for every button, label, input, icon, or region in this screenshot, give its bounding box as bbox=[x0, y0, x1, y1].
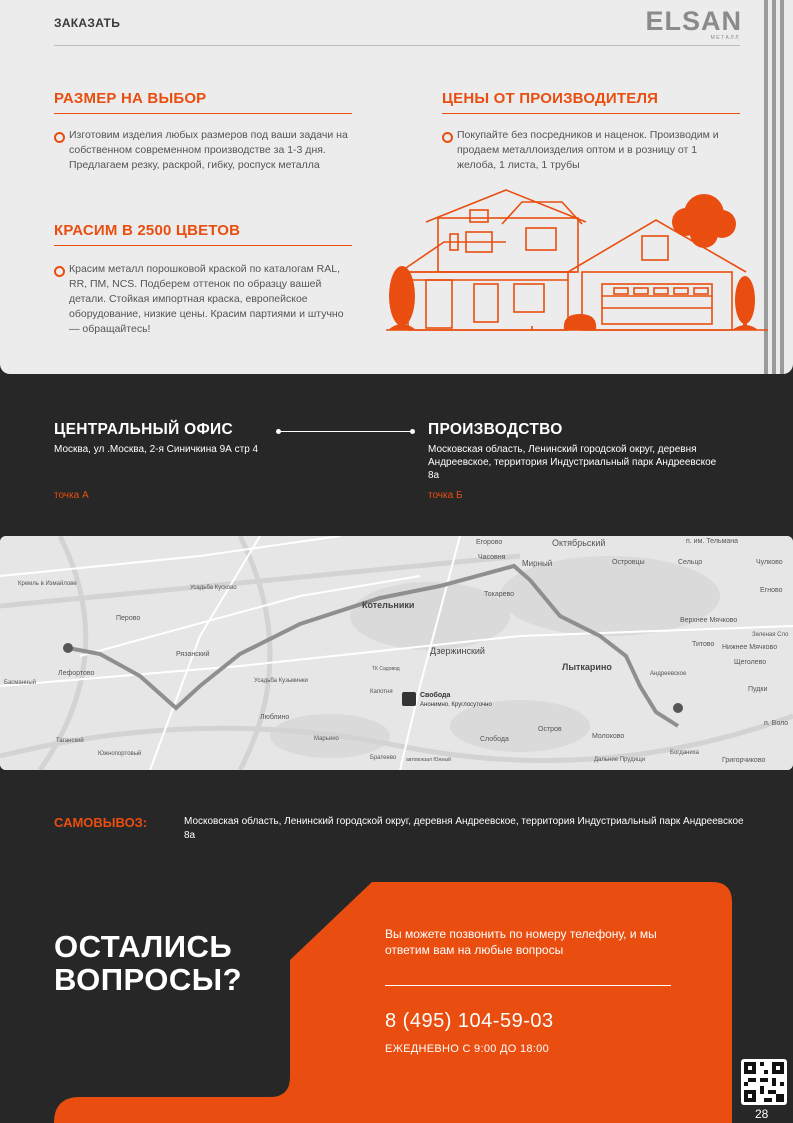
central-office-address: Москва, ул .Москва, 2-я Синичкина 9А стр 4 bbox=[54, 444, 259, 455]
decor-stripe bbox=[780, 0, 784, 374]
pickup-label: САМОВЫВОЗ: bbox=[54, 815, 148, 830]
page-number: 28 bbox=[755, 1107, 769, 1121]
cta-divider bbox=[385, 985, 671, 986]
map-label: п. им. Тельмана bbox=[686, 538, 739, 545]
map-label: Братеево bbox=[370, 755, 397, 761]
map-label: Усадьба Кусково bbox=[190, 585, 237, 591]
elsan-logo bbox=[640, 8, 742, 40]
pickup-address: Московская область, Ленинский городской округ, деревня Андреевское, территория Индустриальный парк Андреевское 8а bbox=[184, 816, 744, 841]
map-label: Островцы bbox=[612, 559, 645, 566]
map-label: Лефортово bbox=[58, 670, 95, 677]
map-label: Токарево bbox=[484, 591, 515, 598]
section-title-colors: КРАСИМ В 2500 ЦВЕТОВ bbox=[54, 222, 241, 239]
central-office-title: ЦЕНТРАЛЬНЫЙ ОФИС bbox=[54, 421, 233, 438]
map-label: Слобода bbox=[480, 736, 509, 743]
section-title-size: РАЗМЕР НА ВЫБОР bbox=[54, 90, 207, 107]
cta-description: Вы можете позвонить по номеру телефону, и мы ответим вам на любые вопросы bbox=[385, 927, 657, 957]
production-address: Московская область, Ленинский городской округ, деревня Андреевское, территория Индустриальный парк Андреевское 8а bbox=[428, 444, 717, 481]
decor-stripe bbox=[772, 0, 776, 374]
map-label: Мирный bbox=[522, 559, 553, 568]
map-label: Егново bbox=[760, 587, 783, 594]
map-label: Григорчиково bbox=[722, 757, 766, 764]
map-label: Таганский bbox=[56, 738, 84, 744]
map-label: Свобода bbox=[420, 692, 451, 699]
map-label: Кремль в Измайлове bbox=[18, 581, 77, 587]
map-label: Дзержинский bbox=[430, 646, 485, 656]
map-label: Сельцо bbox=[678, 559, 703, 566]
cta-heading bbox=[54, 930, 242, 996]
cta-panel-shape bbox=[0, 882, 793, 1123]
map-label: Марьино bbox=[314, 736, 339, 742]
qr-code[interactable] bbox=[741, 1059, 787, 1105]
section-divider bbox=[442, 113, 740, 114]
map-label: Нижнее Мячково bbox=[722, 644, 778, 651]
qr-code-icon bbox=[744, 1062, 784, 1102]
map-label: Рязанский bbox=[176, 651, 210, 658]
map-label: Андреевское bbox=[650, 671, 687, 677]
map-label: Остров bbox=[538, 726, 562, 733]
header-divider bbox=[54, 45, 740, 46]
map-label: автовокзал Южный bbox=[406, 757, 451, 763]
map-label: Басманный bbox=[4, 680, 37, 686]
map-label: ТК Садовод bbox=[372, 666, 400, 672]
section-divider bbox=[54, 245, 352, 246]
map-label: Октябрьский bbox=[552, 538, 606, 548]
map-label: Люблино bbox=[260, 714, 290, 721]
map-label: Чулково bbox=[756, 559, 783, 566]
map-label: Щеголево bbox=[734, 659, 767, 666]
map-label: Усадьба Кузьминки bbox=[254, 678, 308, 684]
map-label: Капотня bbox=[370, 689, 393, 695]
map-label: Лыткарино bbox=[562, 662, 612, 672]
logo-subtitle: МЕТАЛЛ bbox=[710, 35, 740, 41]
phone-number-link[interactable]: 8 (495) 104-59-03 bbox=[385, 1010, 554, 1032]
map-label: Богданиха bbox=[670, 750, 699, 756]
logo-wordmark: ELSAN bbox=[645, 6, 742, 36]
production-title: ПРОИЗВОДСТВО bbox=[428, 421, 563, 438]
working-hours: ЕЖЕДНЕВНО С 9:00 ДО 18:00 bbox=[385, 1043, 550, 1055]
section-divider bbox=[54, 113, 352, 114]
header-title: ЗАКАЗАТЬ bbox=[54, 16, 121, 30]
section-title-prices: ЦЕНЫ ОТ ПРОИЗВОДИТЕЛЯ bbox=[442, 90, 659, 107]
map-label: Титово bbox=[692, 641, 715, 648]
map-label: Котельники bbox=[362, 600, 415, 610]
cta-heading-line: ОСТАЛИСЬ bbox=[54, 929, 233, 964]
order-card bbox=[0, 0, 793, 374]
house-illustration bbox=[386, 180, 768, 340]
map-label: Егорово bbox=[476, 539, 503, 546]
map-label: Перово bbox=[116, 615, 141, 622]
cta-heading-line: ВОПРОСЫ? bbox=[54, 962, 243, 997]
map-label: Дальние Прудищи bbox=[594, 757, 646, 763]
section-text-colors: Красим металл порошковой краской по каталогам RAL, RR, ПМ, NCS. Подберем оттенок по образцу вашей детали. Стойкая импортная краска, европейское оборудование, низкие цены. Красим партиями и штучно — обращайтесь! bbox=[54, 262, 354, 337]
section-text-size: Изготовим изделия любых размеров под ваши задачи на собственном современном производстве за 1-3 дня. Предлагаем резку, раскрой, гибку, роспуск металла bbox=[54, 128, 354, 173]
map-label: Часовня bbox=[478, 554, 506, 561]
route-map[interactable] bbox=[0, 536, 793, 770]
map-label: Зеленая Сло bbox=[752, 632, 789, 638]
map-label: п. Воло bbox=[764, 720, 789, 727]
point-b-link[interactable]: точка Б bbox=[428, 490, 463, 501]
map-label: Анонимно. Круглосуточно bbox=[420, 702, 492, 708]
section-text-prices: Покупайте без посредников и наценок. Производим и продаем металлоизделия оптом и в розницу от 1 желоба, 1 листа, 1 трубы bbox=[442, 128, 727, 173]
map-label: Южнопортовый bbox=[98, 751, 142, 757]
map-label: Пудки bbox=[748, 686, 768, 693]
route-connector bbox=[278, 431, 413, 432]
map-label: Молоково bbox=[592, 733, 625, 740]
point-a-link[interactable]: точка А bbox=[54, 490, 89, 501]
map-label: Верхнее Мячково bbox=[680, 617, 738, 624]
map-labels bbox=[0, 536, 793, 770]
